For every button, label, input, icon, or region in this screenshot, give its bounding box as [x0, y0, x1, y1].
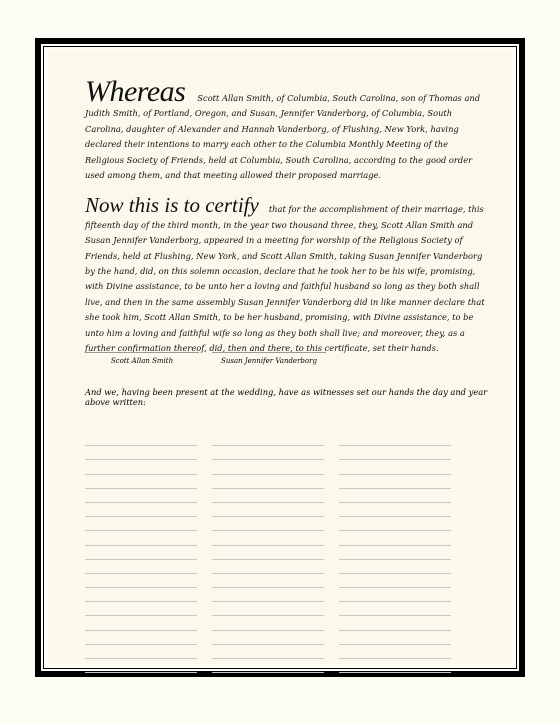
witness-signature-line	[212, 489, 324, 503]
witness-signature-line	[212, 460, 324, 474]
witness-signature-line	[339, 574, 451, 588]
whereas-heading: Whereas	[85, 75, 186, 108]
witness-signature-line	[85, 460, 197, 474]
witness-signature-line	[339, 616, 451, 630]
witness-signature-line	[339, 531, 451, 545]
witness-signature-line	[212, 546, 324, 560]
witness-signature-line	[212, 475, 324, 489]
witness-signature-line	[212, 659, 324, 673]
witness-signature-line	[339, 475, 451, 489]
witness-signature-line	[339, 489, 451, 503]
whereas-paragraph	[85, 75, 489, 183]
witness-column-3	[339, 432, 451, 673]
witness-signature-line	[212, 517, 324, 531]
witness-signature-line	[339, 446, 451, 460]
witness-signature-line	[339, 460, 451, 474]
witness-signature-line	[85, 503, 197, 517]
certificate-paper	[47, 50, 513, 665]
witness-signature-line	[85, 432, 197, 446]
witness-signature-line	[212, 631, 324, 645]
witness-signature-line	[212, 602, 324, 616]
whereas-text: Scott Allan Smith, of Columbia, South Carolina, son of Thomas and Judith Smith, of Portland, Oregon, and Susan, Jennifer Vanderborg, of Columbia, South Carolina, daughter of Alexander and Hannah Vanderborg, of Flushing, New York, having declared their intentions to marry each other to the Columbia Monthly Meeting of the Religious Society of Friends, held at Columbia, South Carolina, according to the good order used among them, and that meeting allowed their proposed marriage.	[85, 93, 481, 181]
witness-signature-line	[212, 645, 324, 659]
witness-signature-line	[85, 602, 197, 616]
witness-signature-line	[85, 475, 197, 489]
witness-signature-line	[212, 531, 324, 545]
border-gap	[41, 44, 519, 671]
witness-signature-line	[212, 432, 324, 446]
witness-signature-line	[339, 588, 451, 602]
witness-signature-line	[85, 560, 197, 574]
witness-signature-line	[212, 446, 324, 460]
witness-statement: And we, having been present at the wedding, have as witnesses set our hands the day and year above written:	[85, 387, 488, 407]
witness-signature-line	[85, 489, 197, 503]
witness-signature-line	[212, 503, 324, 517]
certify-text: that for the accomplishment of their marriage, this fifteenth day of the third month, in the year two thousand three, they, Scott Allan Smith and Susan Jennifer Vanderborg, appeared in a meeting for worship of the Religious Society of Friends, held at Flushing, New York, and Scott Allan Smith, taking Susan Jennifer Vanderborg by the hand, did, on this solemn occasion, declare that he took her to be his wife, promising, with Divine assistance, to be unto her a loving and faithful husband so long as they both shall live, and then in the same assembly Susan Jennifer Vanderborg did in like manner declare that she took him, Scott Allan Smith, to be her husband, promising, with Divine assistance, to be unto him a loving and faithful wife so long as they both shall live; and moreover, they, as a further confirmation thereof, did, then and there, to this certificate, set their hands.	[85, 204, 485, 354]
witness-signature-line	[85, 517, 197, 531]
witness-signature-line	[339, 645, 451, 659]
witness-signature-line	[85, 659, 197, 673]
witness-signature-line	[339, 546, 451, 560]
witness-signature-line	[85, 616, 197, 630]
signature-block	[85, 352, 489, 376]
witness-signature-line	[85, 645, 197, 659]
signature-name-bride: Susan Jennifer Vanderborg	[221, 357, 317, 365]
witness-signature-line	[85, 631, 197, 645]
witness-signature-line	[212, 588, 324, 602]
certificate-border	[35, 38, 525, 677]
witness-signature-line	[85, 588, 197, 602]
witness-signature-line	[212, 574, 324, 588]
witness-signature-line	[339, 503, 451, 517]
witness-signature-line	[339, 602, 451, 616]
witness-signature-line	[212, 560, 324, 574]
witness-signature-line	[85, 446, 197, 460]
witness-column-1	[85, 432, 197, 673]
signature-name-groom: Scott Allan Smith	[110, 357, 174, 365]
witness-signature-line	[339, 659, 451, 673]
witness-signature-line	[85, 546, 197, 560]
certify-paragraph	[85, 195, 489, 356]
witness-signature-line	[339, 631, 451, 645]
witness-signature-line	[85, 531, 197, 545]
signature-line-bride	[212, 352, 326, 365]
signature-line-groom	[85, 352, 199, 365]
witness-signature-line	[85, 574, 197, 588]
certificate-body	[85, 75, 489, 357]
certify-heading: Now this is to certify	[85, 193, 259, 218]
witness-signature-line	[339, 432, 451, 446]
witness-signature-line	[339, 560, 451, 574]
witness-signature-line	[339, 517, 451, 531]
inner-border-line	[43, 46, 517, 669]
witness-signature-line	[212, 616, 324, 630]
witness-column-2	[212, 432, 324, 673]
